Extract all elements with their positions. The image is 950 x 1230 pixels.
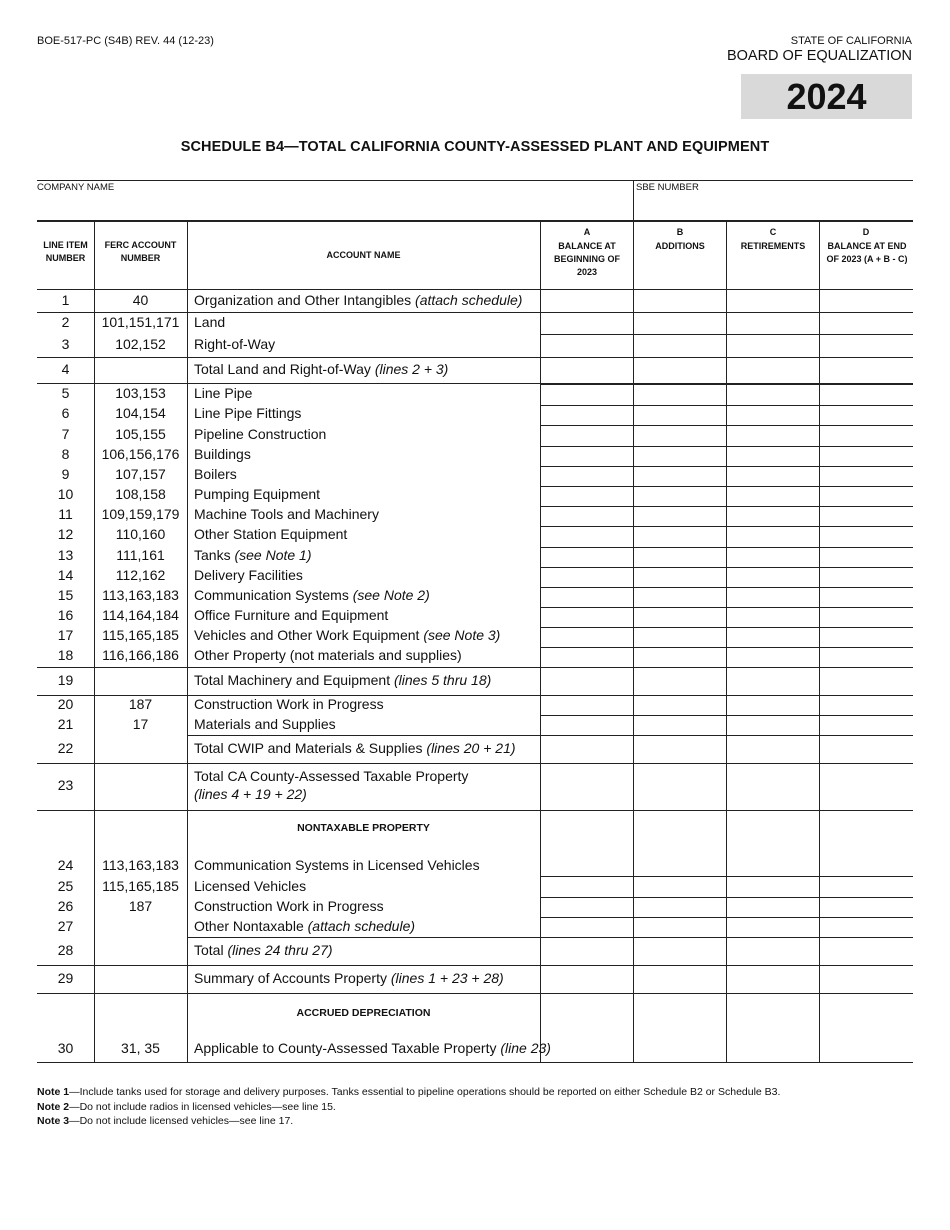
- account-name-text: Communication Systems in Licensed Vehicles: [194, 857, 480, 873]
- account-name-text: Total: [194, 942, 224, 958]
- ferc-account-number: 114,164,184: [102, 607, 179, 623]
- line-item-number: 29: [57, 970, 74, 986]
- line-item-number: 18: [57, 647, 74, 663]
- account-name-note: (lines 20 + 21): [426, 740, 516, 756]
- section-accrued-depreciation: ACCRUED DEPRECIATION: [296, 1007, 431, 1019]
- account-name: [194, 506, 379, 523]
- cell-divider: [540, 937, 913, 938]
- account-name-text: Buildings: [194, 446, 251, 462]
- account-name: [194, 857, 480, 874]
- cell-divider: [540, 486, 913, 487]
- cell-divider: [540, 607, 913, 608]
- line-item-number: 15: [57, 587, 74, 603]
- account-name-text: Right-of-Way: [194, 336, 276, 352]
- account-name: [194, 567, 303, 584]
- account-name-text: Materials and Supplies: [194, 716, 336, 732]
- account-name-note: (see Note 3): [423, 627, 501, 643]
- cell-divider: [540, 897, 913, 898]
- row-divider: [37, 965, 913, 966]
- account-name: [194, 547, 312, 564]
- cell-divider: [540, 446, 913, 447]
- account-name: [194, 672, 491, 689]
- line-item-number: 9: [61, 466, 70, 482]
- cell-divider: [540, 526, 913, 527]
- account-name: [194, 336, 275, 353]
- account-name: [194, 647, 462, 664]
- cell-divider: [540, 567, 913, 568]
- cell-divider: [540, 715, 913, 716]
- divider: [37, 180, 913, 181]
- col-header-a-letter: A: [583, 227, 591, 237]
- ferc-account-number: 105,155: [115, 426, 166, 442]
- account-name: [194, 361, 448, 378]
- account-name-text: Total Machinery and Equipment: [194, 672, 391, 688]
- account-name: [194, 405, 301, 422]
- cell-divider: [540, 405, 913, 406]
- col-header-c: RETIREMENTS: [740, 241, 806, 251]
- row-divider: [37, 1062, 913, 1063]
- account-name-text: Licensed Vehicles: [194, 878, 307, 894]
- account-name: [194, 970, 504, 987]
- cell-divider: [540, 917, 913, 918]
- account-name: [194, 1040, 551, 1057]
- total-divider: [187, 937, 540, 938]
- row-divider: [37, 667, 913, 668]
- line-item-number: 26: [57, 898, 74, 914]
- cell-divider: [540, 334, 913, 335]
- row-divider: [37, 763, 913, 764]
- ferc-account-number: 187: [128, 696, 153, 712]
- account-name: [194, 696, 384, 713]
- line-item-number: 13: [57, 547, 74, 563]
- cell-divider: [540, 876, 913, 877]
- schedule-title: SCHEDULE B4—TOTAL CALIFORNIA COUNTY-ASSESSED PLANT AND EQUIPMENT: [180, 139, 770, 155]
- account-name: [194, 526, 347, 543]
- ferc-account-number: 104,154: [115, 405, 166, 421]
- account-name: [194, 607, 388, 624]
- account-name-text: Organization and Other Intangibles: [194, 292, 412, 308]
- line-item-number: 10: [57, 486, 74, 502]
- company-name-label: COMPANY NAME: [37, 182, 115, 193]
- line-item-number: 2: [61, 314, 70, 330]
- account-name-note: (see Note 1): [234, 547, 312, 563]
- line-item-number: 7: [61, 426, 70, 442]
- account-name-text: Other Nontaxable: [194, 918, 304, 934]
- account-name-text: Pipeline Construction: [194, 426, 327, 442]
- account-name-text: Construction Work in Progress: [194, 898, 384, 914]
- line-item-number: 12: [57, 526, 74, 542]
- sbe-number-label: SBE NUMBER: [636, 182, 699, 193]
- cell-divider: [540, 627, 913, 628]
- row-divider: [37, 993, 913, 994]
- ferc-account-number: 110,160: [115, 526, 166, 542]
- account-name-text: Machine Tools and Machinery: [194, 506, 379, 522]
- ferc-account-number: 108,158: [115, 486, 166, 502]
- account-name-note: (line 23): [500, 1040, 551, 1056]
- ferc-account-number: 102,152: [115, 336, 166, 352]
- account-name-text: Other Property (not materials and supplies): [194, 647, 462, 663]
- ferc-account-number: 40: [132, 292, 149, 308]
- ferc-account-number: 103,153: [115, 385, 166, 401]
- note-2: Note 2—Do not include radios in licensed vehicles—see line 15.: [37, 1101, 336, 1113]
- ferc-account-number: 187: [128, 898, 153, 914]
- line-item-number: 30: [57, 1040, 74, 1056]
- ferc-account-number: 113,163,183: [102, 857, 179, 873]
- account-name: [194, 292, 522, 309]
- ferc-account-number: 101,151,171: [101, 314, 180, 330]
- account-name: [194, 314, 225, 331]
- account-name-text: Pumping Equipment: [194, 486, 321, 502]
- line-item-number: 16: [57, 607, 74, 623]
- account-name-note: (lines 1 + 23 + 28): [390, 970, 504, 986]
- account-name: [194, 587, 430, 604]
- cell-divider: [540, 466, 913, 467]
- account-name: [194, 466, 237, 483]
- account-name: [194, 446, 251, 463]
- divider: [37, 220, 913, 222]
- account-name-text: Vehicles and Other Work Equipment: [194, 627, 420, 643]
- account-name-text: Summary of Accounts Property: [194, 970, 387, 986]
- row-divider: [37, 312, 913, 313]
- account-name-text: Line Pipe Fittings: [194, 405, 302, 421]
- cell-divider: [540, 384, 913, 385]
- total-divider: [187, 735, 540, 736]
- ferc-account-number: 17: [132, 716, 149, 732]
- line-item-number: 6: [61, 405, 70, 421]
- line-item-number: 8: [61, 446, 70, 462]
- row-divider: [37, 289, 913, 290]
- row-divider: [37, 810, 913, 811]
- col-header-line: LINE ITEM NUMBER: [43, 240, 88, 263]
- account-name-text: Construction Work in Progress: [194, 696, 384, 712]
- year-badge: 2024: [741, 74, 912, 119]
- account-name: [194, 426, 326, 443]
- line-item-number: 22: [57, 740, 74, 756]
- account-name-note: (lines 24 thru 27): [227, 942, 333, 958]
- col-header-c-letter: C: [769, 227, 777, 237]
- cell-divider: [540, 735, 913, 736]
- line-item-number: 20: [57, 696, 74, 712]
- ferc-account-number: 115,165,185: [102, 878, 179, 894]
- line-item-number: 25: [57, 878, 74, 894]
- col-header-account: ACCOUNT NAME: [326, 250, 401, 260]
- ferc-account-number: 111,161: [116, 547, 165, 563]
- line-item-number: 3: [61, 336, 70, 352]
- note-1: Note 1—Include tanks used for storage and delivery purposes. Tanks essential to pipeline operations should be reported on either Schedule B2 or Schedule B3.: [37, 1086, 781, 1098]
- account-name-text: Communication Systems: [194, 587, 349, 603]
- account-name: [194, 878, 306, 895]
- col-header-b-letter: B: [676, 227, 684, 237]
- total-divider: [187, 357, 540, 358]
- account-name: [194, 716, 336, 733]
- line-item-number: 24: [57, 857, 74, 873]
- form-id: BOE-517-PC (S4B) REV. 44 (12-23): [37, 35, 214, 47]
- account-name-text: Total Land and Right-of-Way: [194, 361, 371, 377]
- ferc-account-number: 116,166,186: [102, 647, 179, 663]
- line-item-number: 23: [57, 777, 74, 793]
- account-name: [194, 486, 320, 503]
- col-header-d: BALANCE AT END OF 2023 (A + B - C): [826, 241, 908, 264]
- account-name-text: Other Station Equipment: [194, 526, 348, 542]
- cell-divider: [540, 547, 913, 548]
- cell-divider: [540, 506, 913, 507]
- line-item-number: 1: [61, 292, 70, 308]
- line-item-number: 14: [57, 567, 74, 583]
- account-name-text: Total CA County-Assessed Taxable Property: [194, 768, 469, 784]
- line-item-number: 27: [57, 918, 74, 934]
- ferc-account-number: 113,163,183: [102, 587, 179, 603]
- col-header-a: BALANCE AT BEGINNING OF 2023: [553, 241, 620, 277]
- line-item-number: 4: [61, 361, 70, 377]
- cell-divider: [540, 647, 913, 648]
- col-header-b: ADDITIONS: [655, 241, 705, 251]
- account-name: [194, 898, 384, 915]
- account-name-note: (lines 4 + 19 + 22): [194, 786, 307, 802]
- state-label: STATE OF CALIFORNIA: [790, 35, 912, 47]
- section-nontaxable: NONTAXABLE PROPERTY: [297, 822, 430, 834]
- line-item-number: 11: [58, 506, 73, 522]
- account-name-note: (lines 2 + 3): [374, 361, 449, 377]
- ferc-account-number: 115,165,185: [102, 627, 179, 643]
- ferc-account-number: 109,159,179: [101, 506, 180, 522]
- account-name: [194, 740, 516, 757]
- line-item-number: 17: [57, 627, 74, 643]
- sbe-number-field[interactable]: [636, 195, 912, 219]
- account-name-text: Boilers: [194, 466, 237, 482]
- account-name: [194, 627, 500, 644]
- account-name-text: Land: [194, 314, 226, 330]
- col-header-ferc: FERC ACCOUNT NUMBER: [104, 240, 177, 263]
- ferc-account-number: 106,156,176: [101, 446, 180, 462]
- cell-divider: [540, 587, 913, 588]
- account-name-text: Tanks: [194, 547, 231, 563]
- account-name-text: Office Furniture and Equipment: [194, 607, 389, 623]
- account-name: [194, 918, 415, 935]
- divider: [633, 180, 634, 220]
- agency-label: BOARD OF EQUALIZATION: [726, 48, 912, 64]
- account-name-note: (attach schedule): [415, 292, 523, 308]
- line-item-number: 28: [57, 942, 74, 958]
- ferc-account-number: 31, 35: [121, 1040, 160, 1056]
- line-item-number: 5: [61, 385, 70, 401]
- col-header-d-letter: D: [862, 227, 870, 237]
- ferc-account-number: 107,157: [115, 466, 166, 482]
- note-3: Note 3—Do not include licensed vehicles—see line 17.: [37, 1115, 294, 1127]
- account-name: [194, 768, 469, 802]
- account-name-text: Line Pipe: [194, 385, 253, 401]
- account-name-text: Total CWIP and Materials & Supplies: [194, 740, 423, 756]
- company-name-field[interactable]: [37, 195, 631, 219]
- account-name-note: (attach schedule): [307, 918, 416, 934]
- ferc-account-number: 112,162: [115, 567, 166, 583]
- line-item-number: 19: [57, 672, 74, 688]
- account-name-text: Delivery Facilities: [194, 567, 303, 583]
- cell-divider: [540, 425, 913, 426]
- line-item-number: 21: [57, 716, 74, 732]
- account-name: [194, 385, 252, 402]
- account-name-note: (lines 5 thru 18): [394, 672, 492, 688]
- account-name-text: Applicable to County-Assessed Taxable Property: [194, 1040, 497, 1056]
- account-name: [194, 942, 333, 959]
- account-name-note: (see Note 2): [352, 587, 430, 603]
- row-divider: [37, 695, 913, 696]
